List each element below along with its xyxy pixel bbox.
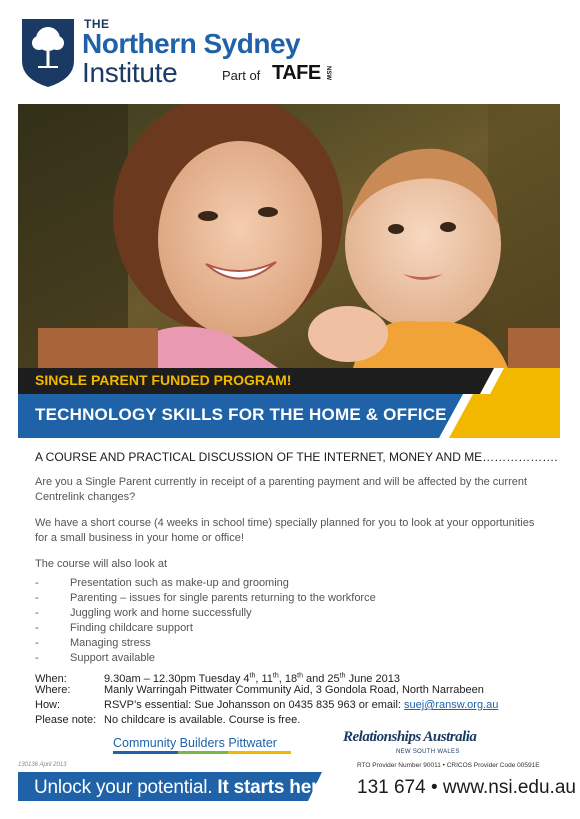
- when-value: 9.30am – 12.30pm Tuesday 4th, 11th, 18th and 25th June 2013: [104, 672, 400, 685]
- intro-paragraph: Are you a Single Parent currently in receipt of a parenting payment and will be affected by the current Centrelink changes?: [35, 476, 528, 503]
- hero-photo: [18, 104, 560, 368]
- tafe-logo: TAFE: [272, 62, 321, 84]
- tafe-nsw-label: NSW: [325, 66, 331, 80]
- list-item-text: Finding childcare support: [70, 622, 193, 634]
- list-item-text: Juggling work and home successfully: [70, 607, 252, 619]
- logo-bar-blue: [113, 751, 178, 754]
- program-banner-text: SINGLE PARENT FUNDED PROGRAM!: [35, 372, 292, 388]
- course-headline: A COURSE AND PRACTICAL DISCUSSION OF THE INTERNET, MONEY AND ME……………….: [35, 450, 558, 464]
- how-row: [35, 698, 498, 713]
- mother-child-photo-illustration: [18, 104, 560, 368]
- list-item: [35, 651, 376, 666]
- where-row: [35, 683, 484, 698]
- course-description: We have a short course (4 weeks in school time) specially planned for you to look at your opportunities for a small business in your home or office!: [35, 517, 535, 544]
- list-marker: -: [35, 637, 39, 649]
- list-marker: -: [35, 592, 39, 604]
- where-value: Manly Warringah Pittwater Community Aid, 3 Gondola Road, North Narrabeen: [104, 684, 484, 696]
- relationships-australia-logo: Relationships Australia: [343, 729, 477, 745]
- topics-list: [35, 576, 376, 666]
- how-value: RSVP’s essential: Sue Johansson on 0435 835 963 or email:: [104, 699, 405, 711]
- list-item: [35, 636, 376, 651]
- note-label: Please note:: [35, 714, 97, 726]
- note-row: [35, 713, 300, 728]
- email-link[interactable]: suej@ransw.org.au: [404, 699, 499, 711]
- footer-slogan: Unlock your potential. It starts here.: [34, 777, 334, 798]
- when-label: When:: [35, 672, 67, 685]
- list-item: [35, 606, 376, 621]
- list-item: [35, 621, 376, 636]
- list-item-text: Parenting – issues for single parents returning to the workforce: [70, 592, 376, 604]
- list-item-text: Support available: [70, 652, 156, 664]
- relationships-australia-sub: NEW SOUTH WALES: [396, 749, 460, 755]
- list-marker: -: [35, 577, 39, 589]
- footer-contact: 131 674 • www.nsi.edu.au: [357, 777, 576, 798]
- list-marker: -: [35, 622, 39, 634]
- document-code: 130136 April 2013: [18, 762, 67, 768]
- list-item-text: Managing stress: [70, 637, 151, 649]
- topics-intro: The course will also look at: [35, 558, 168, 570]
- course-title: TECHNOLOGY SKILLS FOR THE HOME & OFFICE: [35, 405, 447, 424]
- logo-the: THE: [84, 17, 110, 31]
- list-item: [35, 576, 376, 591]
- list-item: [35, 591, 376, 606]
- where-label: Where:: [35, 684, 71, 696]
- part-of-label: Part of: [222, 68, 261, 83]
- logo-bar-yellow: [228, 751, 291, 754]
- logo-northern-sydney: Northern Sydney: [82, 28, 301, 59]
- institute-shield-logo: [18, 17, 78, 89]
- community-builders-logo: Community Builders Pittwater: [113, 736, 277, 750]
- note-value: No childcare is available. Course is free.: [104, 714, 301, 726]
- how-label: How:: [35, 699, 61, 711]
- rto-provider-line: RTO Provider Number 90011 • CRICOS Provider Code 00591E: [357, 762, 540, 769]
- list-item-text: Presentation such as make-up and grooming: [70, 577, 289, 589]
- logo-institute: Institute: [82, 57, 178, 88]
- list-marker: -: [35, 652, 39, 664]
- logo-bar-green: [178, 751, 228, 754]
- list-marker: -: [35, 607, 39, 619]
